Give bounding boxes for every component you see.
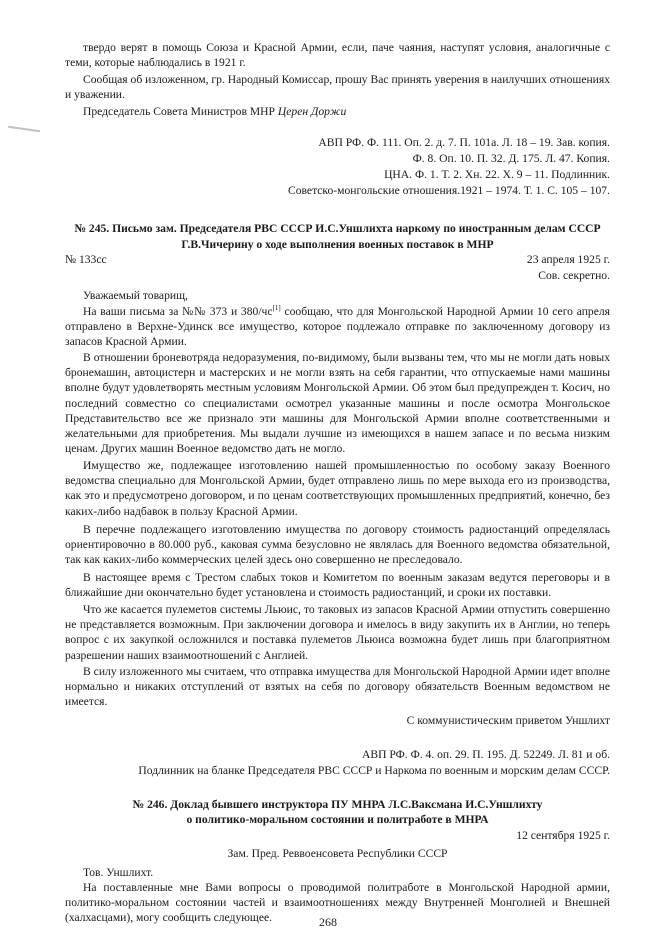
doc245-date: 23 апреля 1925 г. <box>526 253 610 266</box>
doc245-paragraph-7: В силу изложенного мы считаем, что отправка имущества для Монгольской Народной Армии идет вполне нормально и никаких отступлений от взятых на себя по договору обязательств Военным ведомством не имеется. <box>65 665 610 709</box>
signature-prefix: Председатель Совета Министров МНР <box>83 105 278 118</box>
doc245-paragraph-2: В отношении броневотряда недоразумения, по-видимому, были вызваны тем, что мы не могли дать новых бронемашин, автоцистерн и мастерских и не могли взять на себя гарантии, что отпускаемые нами машины вполне будут удовлетворять местным условиям Монгольской Армии. Об этом был предупрежден т. Косич, но последний совместно со специалистами осмотрел указанные машины и после осмотра Монгольское Представительство все же признало эти машины для Монгольской Армии вполне соответственными и желательными для приобретения. Мы выдали лучшие из имеющихся в нашем запасе и по весьма низким ценам. Других машин Военное ведомство дать не могло. <box>65 351 610 456</box>
doc246-title-line2: о политико-моральном состоянии и политработе в МНРА <box>186 813 489 826</box>
doc245-title-line2: Г.В.Чичерину о ходе выполнения военных поставок в МНР <box>181 238 494 251</box>
doc246-paragraph-1: На поставленные мне Вами вопросы о проводимой политработе в Монгольской Народной армии, политико-моральном состоянии частей и взаимоотношениях между Внутренней Монголией и Внешней (халхасцами), могу сообщить следующее. <box>65 881 610 925</box>
archive-reference: ЦНА. Ф. 1. Т. 2. Хн. 22. Х. 9 – 11. Подлинник. <box>384 168 610 181</box>
doc245-paragraph-5: В настоящее время с Трестом слабых токов и Комитетом по военным заказам ведутся переговоры и в ближайшие дни окончательно будет установлена и стоимость радиостанций, и сроки их поставки. <box>65 571 610 600</box>
archive-reference: Ф. 8. Оп. 10. П. 32. Д. 175. Л. 47. Копия. <box>412 152 610 165</box>
page-number: 268 <box>319 915 337 929</box>
archive-reference: АВП РФ. Ф. 111. Оп. 2. д. 7. П. 101а. Л. 18 – 19. Зав. копия. <box>318 136 610 149</box>
doc245-paragraph-6: Что же касается пулеметов системы Льюис, то таковых из запасов Красной Армии отпустить совершенно не представляется возможным. При заключении договора и имелось в виду закупить их в Англии, но теперь вопрос с их закупкой осложнился и поставка пулеметов Льюиса возможна будет лишь при благоприятном разрешении наших взаимоотношений с Англией. <box>65 603 610 662</box>
doc245-closing: С коммунистическим приветом Уншлихт <box>406 714 610 727</box>
doc245-number: № 133сс <box>65 253 107 266</box>
doc246-addressee: Зам. Пред. Реввоенсовета Республики СССР <box>227 847 448 860</box>
doc245-archive-reference: АВП РФ. Ф. 4. оп. 29. П. 195. Д. 52249. Л. 81 и об. <box>361 748 610 761</box>
doc245-title-line1: № 245. Письмо зам. Председателя РВС СССР И.С.Уншлихта наркому по иностранным делам СССР <box>74 222 601 235</box>
doc245-paragraph-4: В перечне подлежащего изготовлению имущества по договору стоимость радиостанций определялась ориентировочно в 80.000 руб., каковая сумма безусловно не являлась для Военного ведомства обязательной, так как каких-либо коммерческих целей здесь оно совершенно не преследовало. <box>65 523 610 567</box>
top-paragraph-2: Сообщая об изложенном, гр. Народный Комиссар, прошу Вас принять уверения в наилучших отношениях и уважении. <box>65 73 610 102</box>
scan-mark <box>8 126 40 132</box>
top-paragraph-1: твердо верят в помощь Союза и Красной Армии, если, паче чаяния, наступят условия, аналогичные с теми, которые наблюдались в 1921 г. <box>65 41 610 70</box>
doc245-paragraph-3: Имущество же, подлежащее изготовлению нашей промышленностью по особому заказу Военного ведомства специально для Монгольской Армии, будет отправлено лишь по мере выхода его из производства, как это и предусмотрено договором, и по ценам соответствующих промышленных предприятий, конечно, без каких-либо надбавок в пользу Красной Армии. <box>65 459 610 518</box>
doc246-date: 12 сентября 1925 г. <box>516 829 610 842</box>
doc246-title-line1: № 246. Доклад бывшего инструктора ПУ МНРА Л.С.Ваксмана И.С.Уншлихту <box>132 798 543 811</box>
doc246-greeting: Тов. Уншлихт. <box>83 866 154 879</box>
doc245-archive-note: Подлинник на бланке Председателя РВС СССР и Наркома по военным и морским делам СССР. <box>138 764 610 777</box>
doc245-secrecy: Сов. секретно. <box>538 269 610 282</box>
doc245-paragraph-1: На ваши письма за №№ 373 и 380/чс[1] сообщаю, что для Монгольской Народной Армии 10 сего апреля отправлено в Верхне-Удинск все имущество, которое подлежало отправке по заключенному договору из запасов Красной Армии. <box>65 304 610 349</box>
archive-reference: Советско-монгольские отношения.1921 – 1974. Т. 1. С. 105 – 107. <box>288 184 610 197</box>
doc245-greeting: Уважаемый товарищ, <box>83 289 188 302</box>
signature-line <box>65 104 610 119</box>
signature-name: Церен Доржи <box>277 105 347 118</box>
